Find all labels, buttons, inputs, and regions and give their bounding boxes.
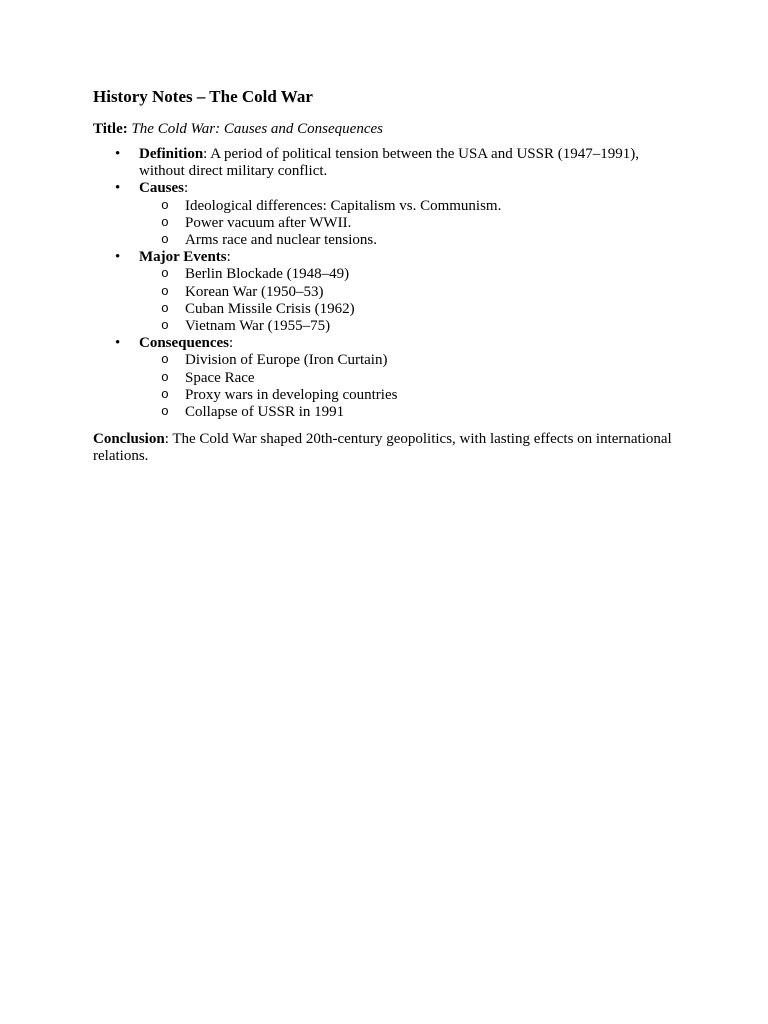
definition-text: A period of political tension between the USA and USSR (1947–1991), without direct military conflict. (139, 146, 639, 180)
sub-item-text: Space Race (185, 369, 255, 386)
list-item (139, 318, 673, 335)
list-item (139, 232, 673, 249)
bullet-icon: • (115, 180, 121, 197)
document-page (93, 86, 673, 466)
causes-colon: : (184, 180, 189, 197)
sub-item-text: Cuban Missile Crisis (1962) (185, 300, 355, 317)
sub-bullet-icon: o (161, 232, 169, 248)
sub-bullet-icon: o (161, 283, 169, 299)
list-item-definition (93, 146, 673, 180)
sub-item-text: Proxy wars in developing countries (185, 386, 398, 403)
causes-sublist (139, 198, 673, 250)
conclusion-paragraph (93, 431, 673, 465)
list-item-causes (93, 180, 673, 249)
sub-bullet-icon: o (161, 404, 169, 420)
list-item (139, 352, 673, 369)
sub-bullet-icon: o (161, 386, 169, 402)
list-item (139, 301, 673, 318)
sub-item-text: Collapse of USSR in 1991 (185, 404, 345, 421)
document-heading: History Notes – The Cold War (93, 87, 313, 106)
notes-list (93, 146, 673, 421)
conclusion-label: Conclusion (93, 431, 165, 448)
sub-item-text: Korean War (1950–53) (185, 283, 324, 300)
events-colon: : (226, 249, 231, 266)
list-item (139, 370, 673, 387)
sub-bullet-icon: o (161, 197, 169, 213)
consequences-colon: : (229, 335, 234, 352)
list-item (139, 404, 673, 421)
sub-bullet-icon: o (161, 266, 169, 282)
causes-term: Causes (139, 180, 185, 197)
sub-item-text: Division of Europe (Iron Curtain) (185, 352, 388, 369)
bullet-icon: • (115, 146, 121, 162)
list-item (139, 266, 673, 283)
conclusion-text: : The Cold War shaped 20th-century geopolitics, with lasting effects on international relations. (93, 431, 672, 465)
title-value: The Cold War: Causes and Consequences (131, 121, 383, 137)
sub-bullet-icon: o (161, 318, 169, 334)
sub-item-text: Berlin Blockade (1948–49) (185, 266, 350, 283)
title-line (93, 120, 673, 138)
list-item-consequences (93, 335, 673, 421)
list-item (139, 387, 673, 404)
events-sublist (139, 266, 673, 335)
sub-item-text: Arms race and nuclear tensions. (185, 232, 378, 249)
list-item (139, 215, 673, 232)
list-item (139, 284, 673, 301)
sub-item-text: Power vacuum after WWII. (185, 214, 352, 231)
sub-item-text: Ideological differences: Capitalism vs. Communism. (185, 197, 502, 214)
events-term: Major Events (139, 249, 227, 266)
list-item-events (93, 249, 673, 335)
sub-bullet-icon: o (161, 214, 169, 230)
consequences-sublist (139, 352, 673, 421)
list-item (139, 198, 673, 215)
sub-item-text: Vietnam War (1955–75) (185, 318, 331, 335)
consequences-term: Consequences (139, 335, 230, 352)
bullet-icon: • (115, 249, 121, 266)
sub-bullet-icon: o (161, 352, 169, 368)
definition-term: Definition (139, 146, 204, 162)
title-label: Title: (93, 121, 128, 137)
sub-bullet-icon: o (161, 300, 169, 316)
sub-bullet-icon: o (161, 369, 169, 385)
bullet-icon: • (115, 335, 121, 352)
definition-colon: : (203, 146, 208, 162)
